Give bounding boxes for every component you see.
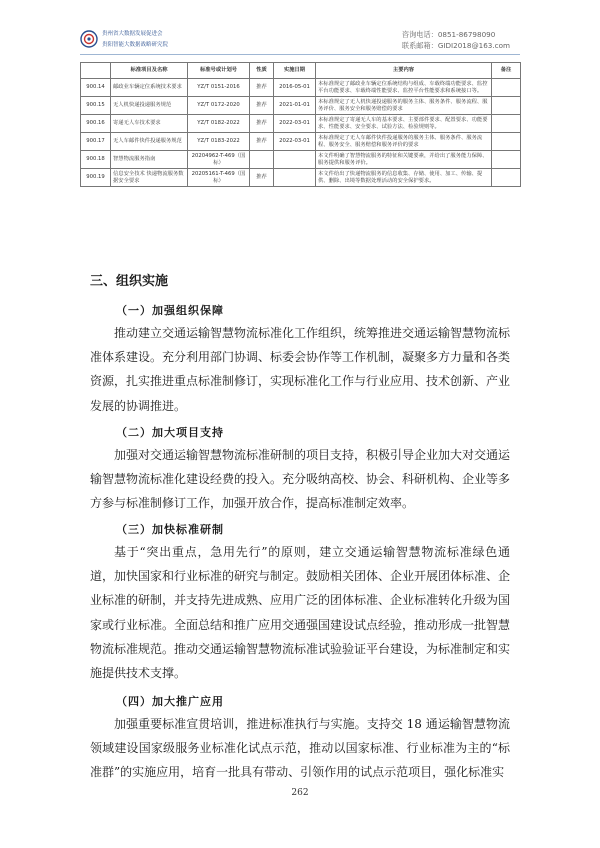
subsection-title-4: （四）加大推广应用 bbox=[116, 695, 224, 708]
cell-note bbox=[492, 151, 521, 169]
cell-content: 本标准规定了无人机快递投递服务的服务主体、服务条件、服务流程、服务评价、服务安全和服务赔偿的要求 bbox=[316, 97, 492, 115]
logo-emblem-icon bbox=[80, 30, 98, 48]
cell-note bbox=[492, 79, 521, 97]
table-row bbox=[81, 79, 521, 97]
cell-name: 信息安全技术 快递物流服务数据安全要求 bbox=[111, 169, 188, 187]
cell-id: 900.19 bbox=[81, 169, 111, 187]
standards-table bbox=[80, 62, 521, 187]
subsection-title-1: （一）加强组织保障 bbox=[116, 304, 224, 317]
cell-note bbox=[492, 97, 521, 115]
section-title: 三、组织实施 bbox=[90, 274, 169, 289]
organization-logo bbox=[80, 28, 190, 50]
subsection-text-1: 推动建立交通运输智慧物流标准化工作组织，统筹推进交通运输智慧物流标准体系建设。充分利用部门协调、标委会协作等工作机制，凝聚多方力量和各类资源，扎实推进重点标准制修订，实现标准化工作与行业应用、技术创新、产业发展的协调推进。 bbox=[90, 326, 511, 413]
cell-date bbox=[274, 151, 316, 169]
logo-line-2: 贵阳智能大数据战略研究院 bbox=[102, 42, 169, 48]
cell-date: 2016-05-01 bbox=[274, 79, 316, 97]
contact-email: 联系邮箱：GIDI2018@163.com bbox=[401, 41, 510, 50]
cell-note bbox=[492, 169, 521, 187]
cell-note bbox=[492, 133, 521, 151]
cell-content: 本标准规定了寄递无人车的基本要求、主要部件要求、配置要求、功能要求、性能要求、安全要求、试验方法、检验规则等。 bbox=[316, 115, 492, 133]
cell-id: 900.17 bbox=[81, 133, 111, 151]
cell-code: YZ/T 0172-2020 bbox=[188, 97, 250, 115]
cell-date: 2021-01-01 bbox=[274, 97, 316, 115]
cell-id: 900.18 bbox=[81, 151, 111, 169]
header-cell-type: 性质 bbox=[250, 63, 274, 79]
cell-name: 无人车邮件快件投递服务规范 bbox=[111, 133, 188, 151]
subsection-text-4: 加强重要标准宣贯培训，推进标准执行与实施。支持交 18 通运输智慧物流领域建设国家级服务业标准化试点示范，推动以国家标准、行业标准为主的“标准群”的实施应用，培育一批具有带动、引领作用的试点示范项目，强化标准实 bbox=[90, 717, 510, 780]
cell-code: YZ/T 0182-2022 bbox=[188, 115, 250, 133]
cell-name: 无人机快递投递服务规范 bbox=[111, 97, 188, 115]
page-header bbox=[0, 0, 600, 56]
header-cell-id bbox=[81, 63, 111, 79]
header-cell-note: 备注 bbox=[492, 63, 521, 79]
cell-note bbox=[492, 115, 521, 133]
cell-content: 本文件明确了智慧物流服务的特征和关键要素，并给出了服务能力保障、服务提供和服务评价。 bbox=[316, 151, 492, 169]
subsection-text-3: 基于“突出重点，急用先行”的原则，建立交通运输智慧物流标准绿色通道，加快国家和行业标准的研究与制定。鼓励相关团体、企业开展团体标准、企业标准的研制，并支持先进成熟、应用广泛的团体标准、企业标准转化升级为国家或行业标准。全面总结和推广应用交通强国建设试点经验，推动形成一批智慧物流标准规范。推动交通运输智慧物流标准试验验证平台建设，为标准制定和实施提供技术支撑。 bbox=[90, 545, 511, 681]
header-cell-name: 标准项目及名称 bbox=[111, 63, 188, 79]
header-cell-code: 标准号或计划号 bbox=[188, 63, 250, 79]
cell-name: 邮政业车辆定位系统技术要求 bbox=[111, 79, 188, 97]
cell-content: 本标准规定了无人车邮件快件投递服务的服务主体、服务条件、服务流程、服务安全、服务赔偿和服务评价的要求 bbox=[316, 133, 492, 151]
cell-code: YZ/T 0151-2016 bbox=[188, 79, 250, 97]
cell-type: 推荐 bbox=[250, 97, 274, 115]
table-row bbox=[81, 97, 521, 115]
cell-type: 推荐 bbox=[250, 133, 274, 151]
cell-name: 寄递无人车技术要求 bbox=[111, 115, 188, 133]
page-number: 262 bbox=[291, 788, 309, 798]
logo-line-1: 贵州省大数据发展促进会 bbox=[102, 31, 163, 37]
header-cell-date: 实施日期 bbox=[274, 63, 316, 79]
cell-name: 智慧物流服务指南 bbox=[111, 151, 188, 169]
contact-info bbox=[402, 29, 510, 51]
cell-type: 推荐 bbox=[250, 79, 274, 97]
subsection-title-2: （二）加大项目支持 bbox=[116, 426, 224, 439]
subsection-title-3: （三）加快标准研制 bbox=[116, 523, 224, 536]
cell-date bbox=[274, 169, 316, 187]
table-row bbox=[81, 133, 521, 151]
contact-phone: 咨询电话：0851-86798090 bbox=[401, 30, 496, 39]
cell-code: 20205161-T-469（国标） bbox=[188, 169, 250, 187]
cell-date: 2022-03-01 bbox=[274, 115, 316, 133]
table-header-row bbox=[81, 63, 521, 79]
cell-id: 900.15 bbox=[81, 97, 111, 115]
cell-content: 本文件给出了快递物流服务的信息收集、存储、使用、加工、传输、提供、删除、出境等数据处理活动的安全保护要求。 bbox=[316, 169, 492, 187]
cell-content: 本标准规定了邮政业车辆定位系统结构与组成、车载终端功能要求、监控平台功能要求、车载终端性能要求、监控平台性能要求和系统接口等。 bbox=[316, 79, 492, 97]
cell-id: 900.16 bbox=[81, 115, 111, 133]
header-cell-content: 主要内容 bbox=[316, 63, 492, 79]
cell-code: 20204962-T-469（国标） bbox=[188, 151, 250, 169]
header-divider bbox=[80, 54, 520, 55]
cell-type: 推荐 bbox=[250, 115, 274, 133]
table-row bbox=[81, 151, 521, 169]
cell-type bbox=[250, 151, 274, 169]
cell-id: 900.14 bbox=[81, 79, 111, 97]
table-row bbox=[81, 169, 521, 187]
subsection-text-2: 加强对交通运输智慧物流标准研制的项目支持，积极引导企业加大对交通运输智慧物流标准化建设经费的投入。充分吸纳高校、协会、科研机构、企业等多方参与标准制修订工作，加强开放合作，提高标准制定效率。 bbox=[90, 448, 511, 511]
standards-table-wrapper bbox=[80, 62, 520, 187]
cell-code: YZ/T 0183-2022 bbox=[188, 133, 250, 151]
cell-type: 推荐 bbox=[250, 169, 274, 187]
table-row bbox=[81, 115, 521, 133]
cell-date: 2022-03-01 bbox=[274, 133, 316, 151]
